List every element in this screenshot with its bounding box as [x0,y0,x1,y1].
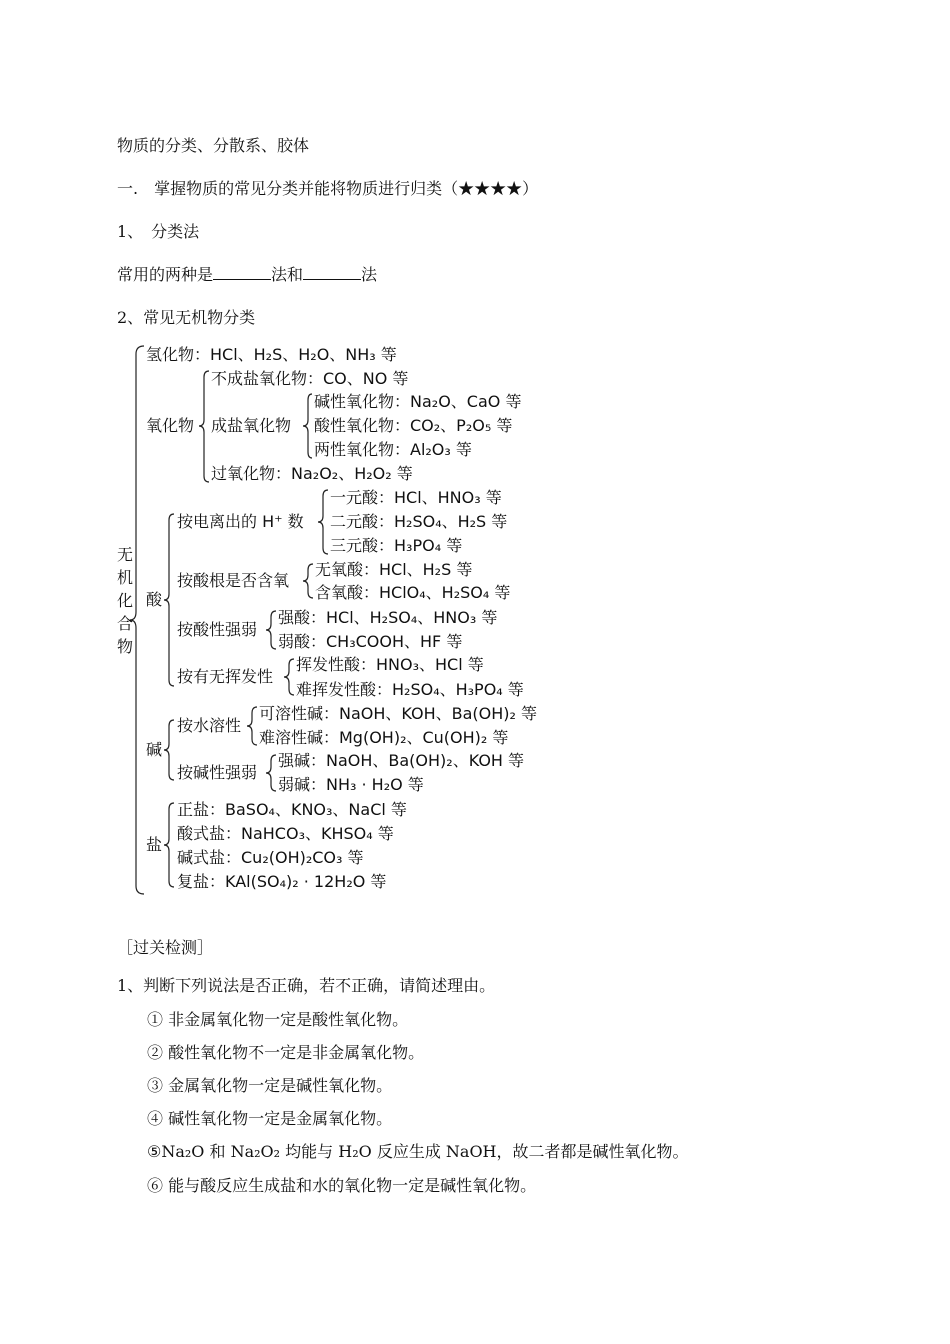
node-basic-oxide: 碱性氧化物：Na₂O、CaO 等 [314,392,522,411]
statement-item: ④ 碱性氧化物一定是金属氧化物。 [147,1109,393,1128]
check-heading: ［过关检测］ [117,938,214,957]
node-acid-salt: 酸式盐：NaHCO₃、KHSO₄ 等 [177,824,394,843]
statement-item: ⑤Na₂O 和 Na₂O₂ 均能与 H₂O 反应生成 NaOH，故二者都是碱性氧化物。 [147,1142,689,1161]
section-heading: 一. 掌握物质的常见分类并能将物质进行归类（★★★★） [117,179,539,198]
node-acid-by-volatility: 按有无挥发性 [177,667,274,686]
node-acid: 酸 [146,590,163,609]
blank-text-b: 法和 [271,265,304,284]
node-base: 碱 [146,740,163,759]
node-acid-by-h: 按电离出的 H⁺ 数 [177,512,304,531]
root-char: 物 [116,637,133,656]
root-char: 无 [116,545,133,564]
page-title: 物质的分类、分散系、胶体 [117,136,310,155]
node-base-by-solubility: 按水溶性 [177,716,242,735]
statement-item: ③ 金属氧化物一定是碱性氧化物。 [147,1076,393,1095]
node-monoprotic-acid: 一元酸：HCl、HNO₃ 等 [330,488,502,507]
node-oxide: 氧化物 [146,416,195,435]
node-volatile-acid: 挥发性酸：HNO₃、HCl 等 [296,655,484,674]
root-char: 化 [116,591,133,610]
node-acidic-oxide: 酸性氧化物：CO₂、P₂O₅ 等 [314,416,513,435]
node-strong-base: 强碱：NaOH、Ba(OH)₂、KOH 等 [278,751,525,770]
blank-text-c: 法 [361,265,378,284]
question-1: 1、判断下列说法是否正确，若不正确，请简述理由。 [117,976,496,995]
node-oxyacid: 含氧酸：HClO₄、H₂SO₄ 等 [315,583,511,602]
node-peroxide: 过氧化物：Na₂O₂、H₂O₂ 等 [211,464,413,483]
node-weak-base: 弱碱：NH₃ · H₂O 等 [278,775,424,794]
node-nonvolatile-acid: 难挥发性酸：H₂SO₄、H₃PO₄ 等 [296,680,524,699]
root-label-inorganic-compound [116,543,134,658]
statement-item: ② 酸性氧化物不一定是非金属氧化物。 [147,1043,425,1062]
node-acid-by-oxygen: 按酸根是否含氧 [177,571,290,590]
node-salt: 盐 [146,835,163,854]
node-soluble-base: 可溶性碱：NaOH、KOH、Ba(OH)₂ 等 [259,704,538,723]
statement-item: ⑥ 能与酸反应生成盐和水的氧化物一定是碱性氧化物。 [147,1176,537,1195]
node-double-salt: 复盐：KAl(SO₄)₂ · 12H₂O 等 [177,872,387,891]
node-amphoteric-oxide: 两性氧化物：Al₂O₃ 等 [314,440,472,459]
node-salt-forming-oxide: 成盐氧化物 [211,416,292,435]
statement-item: ① 非金属氧化物一定是酸性氧化物。 [147,1010,409,1029]
node-insoluble-base: 难溶性碱：Mg(OH)₂、Cu(OH)₂ 等 [259,728,509,747]
node-acid-by-strength: 按酸性强弱 [177,620,258,639]
node-oxygen-free-acid: 无氧酸：HCl、H₂S 等 [315,560,473,579]
node-basic-salt: 碱式盐：Cu₂(OH)₂CO₃ 等 [177,848,364,867]
root-char: 机 [116,568,133,587]
node-diprotic-acid: 二元酸：H₂SO₄、H₂S 等 [330,512,508,531]
node-weak-acid: 弱酸：CH₃COOH、HF 等 [278,632,463,651]
node-normal-salt: 正盐：BaSO₄、KNO₃、NaCl 等 [177,800,407,819]
root-char: 合 [116,614,133,633]
subheading-inorganic-classification: 2、常见无机物分类 [117,308,256,327]
node-base-by-strength: 按碱性强弱 [177,763,258,782]
node-non-salt-oxide: 不成盐氧化物：CO、NO 等 [211,369,409,388]
node-hydride: 氢化物：HCl、H₂S、H₂O、NH₃ 等 [146,345,397,364]
blank-text-a: 常用的两种是 [117,265,214,284]
node-triprotic-acid: 三元酸：H₃PO₄ 等 [330,536,463,555]
subheading-classification-method: 1、 分类法 [117,222,200,241]
node-strong-acid: 强酸：HCl、H₂SO₄、HNO₃ 等 [278,608,498,627]
